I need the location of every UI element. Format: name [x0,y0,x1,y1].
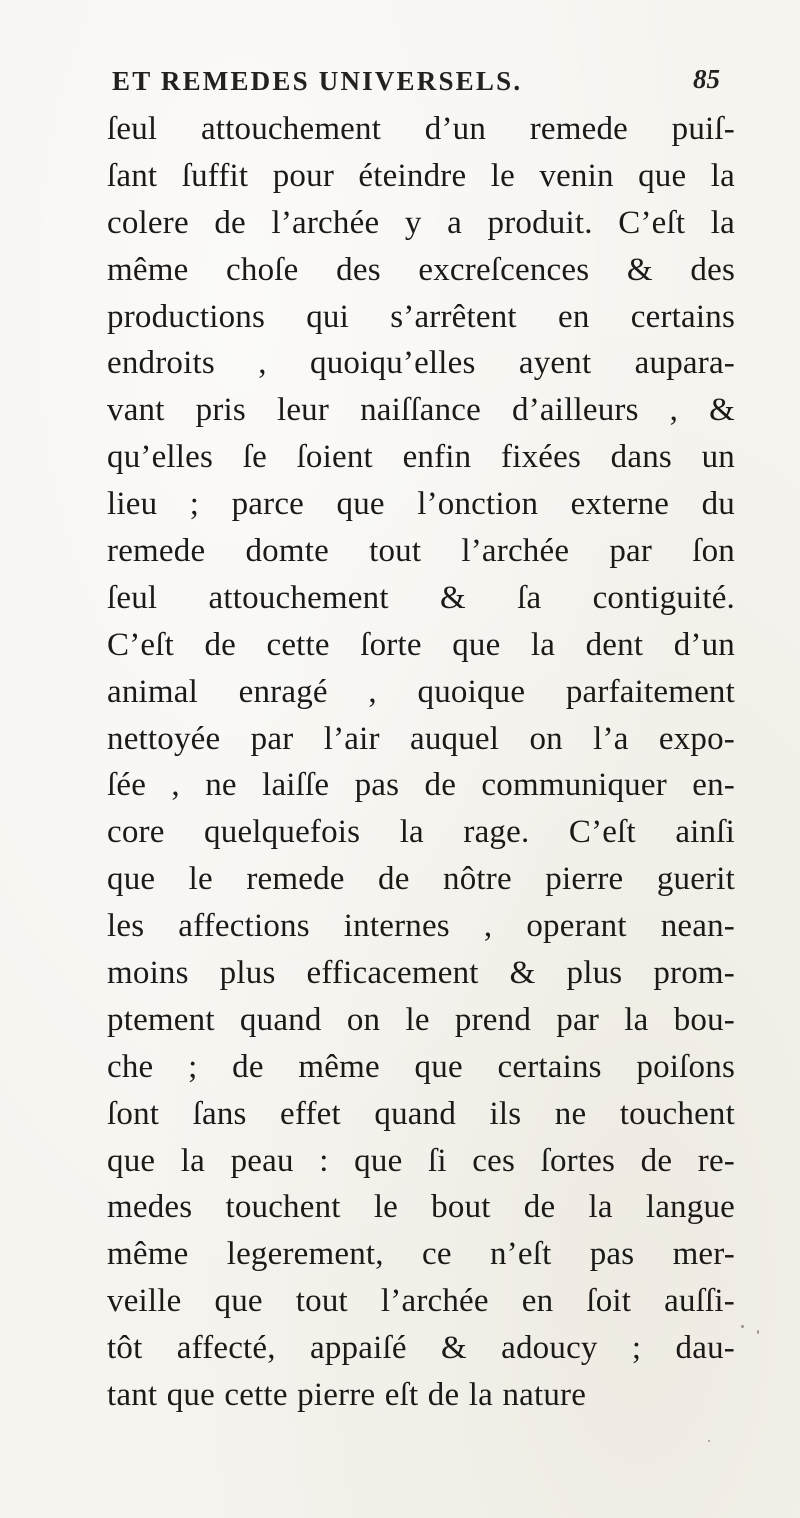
text-line: ſeul attouchement & ſa contiguité. [107,579,735,616]
body-text [107,106,735,1419]
text-line: moins plus efficacement & plus prom- [107,955,735,992]
text-line: qu’elles ſe ſoient enfin fixées dans un [107,439,735,476]
text-line: veille que tout l’archée en ſoit auſſi- [107,1283,735,1320]
text-line: tôt affecté, appaiſé & adoucy ; dau- [107,1330,735,1367]
text-line: nettoyée par l’air auquel on l’a expo- [107,720,735,757]
text-line: productions qui s’arrêtent en certains [107,298,735,335]
paper-speck [757,1330,759,1334]
text-line: endroits , quoiqu’elles ayent aupara- [107,345,735,382]
text-line: ſeul attouchement d’un remede puiſ- [107,111,735,147]
text-line: les affections internes , operant nean- [107,908,735,945]
text-line: ſant ſuffit pour éteindre le venin que la [107,157,735,194]
text-line: C’eſt de cette ſorte que la dent d’un [107,626,735,663]
text-line: vant pris leur naiſſance d’ailleurs , & [107,392,735,429]
text-line: ptement quand on le prend par la bou- [107,1001,735,1038]
text-line: que le remede de nôtre pierre guerit [107,861,735,898]
paper-speck [708,1440,710,1442]
text-line: que la peau : que ſi ces ſortes de re- [107,1142,735,1179]
text-line: core quelquefois la rage. C’eſt ainſi [107,814,735,851]
text-line: même choſe des excreſcences & des [107,251,735,288]
text-line: che ; de même que certains poiſons [107,1048,735,1085]
paper-speck [741,1325,744,1328]
page-number: 85 [693,64,720,94]
running-head-title: ET REMEDES UNIVERSELS. [112,66,523,96]
running-head [112,66,720,106]
text-line: ſée , ne laiſſe pas de communiquer en- [107,767,735,804]
text-line: même legerement, ce n’eſt pas mer- [107,1236,735,1273]
text-line: ſont ſans effet quand ils ne touchent [107,1095,735,1132]
text-line: colere de l’archée y a produit. C’eſt la [107,204,735,241]
text-line: lieu ; parce que l’onction externe du [107,486,735,523]
text-line: medes touchent le bout de la langue [107,1189,735,1226]
text-line: remede domte tout l’archée par ſon [107,533,735,570]
text-line: animal enragé , quoique parfaitement [107,673,735,710]
text-line: tant que cette pierre eſt de la nature [107,1377,587,1414]
